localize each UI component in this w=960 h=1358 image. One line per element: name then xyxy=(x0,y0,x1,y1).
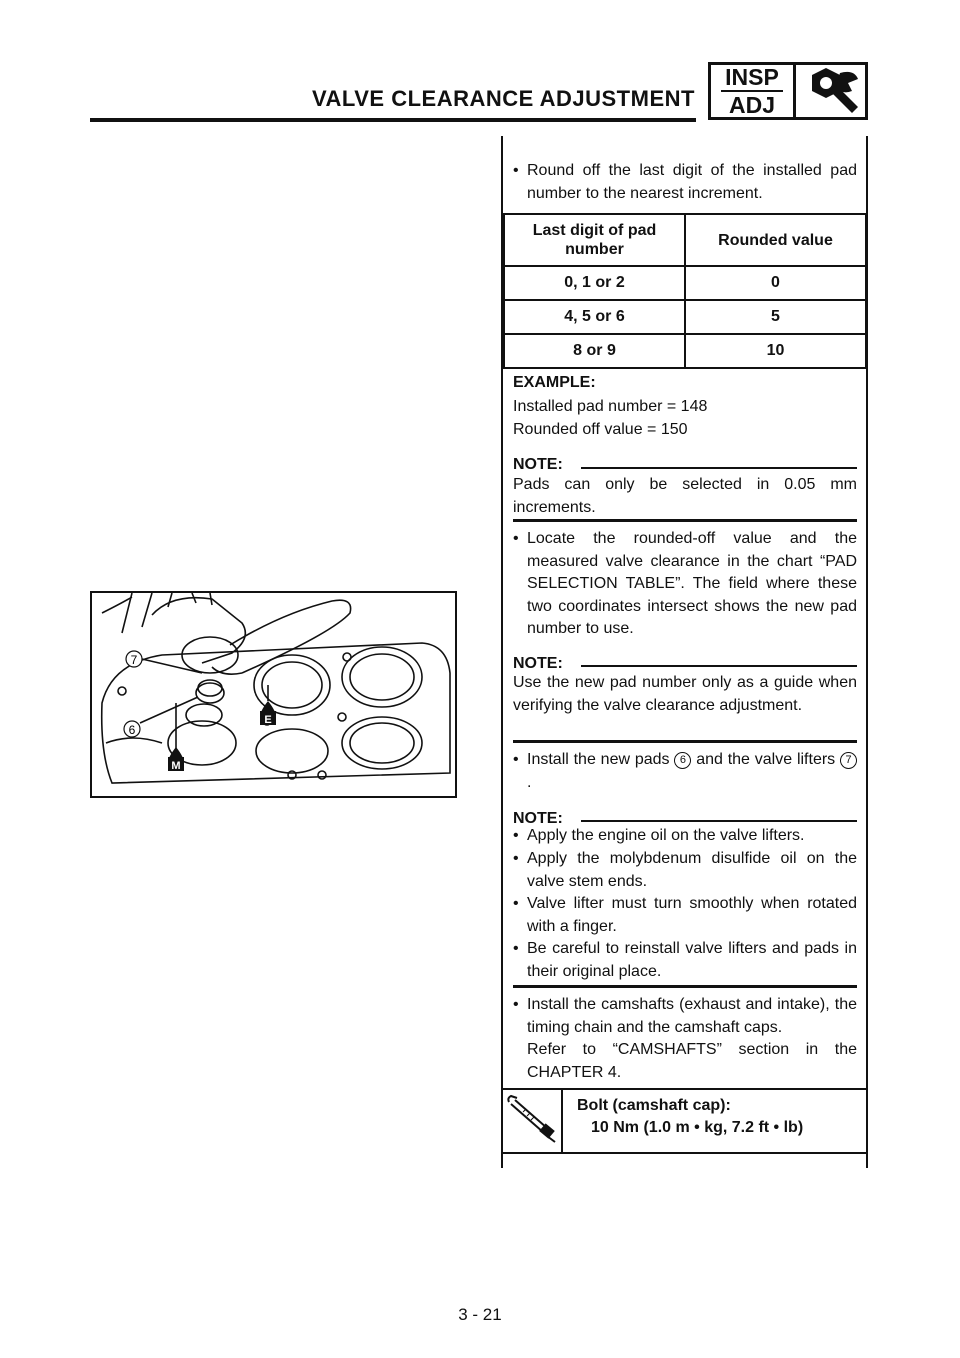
table-header-cell: Rounded value xyxy=(685,214,866,266)
bullet-dot: • xyxy=(513,162,519,179)
bullet-install-pads: • Install the new pads 6 and the valve lifters 7. xyxy=(513,749,857,794)
badge-bottom-text: ADJ xyxy=(728,92,775,118)
table-cell: 4, 5 or 6 xyxy=(504,300,685,334)
table-cell: 5 xyxy=(685,300,866,334)
torque-item: Bolt (camshaft cap): xyxy=(577,1097,731,1114)
example-line: Rounded off value = 150 xyxy=(513,421,688,438)
bullet-dot: • xyxy=(513,940,519,957)
torque-wrench-icon xyxy=(503,1090,563,1152)
callout-ref-7: 7 xyxy=(840,752,857,769)
rounding-table xyxy=(503,213,867,369)
table-cell: 0, 1 or 2 xyxy=(504,266,685,300)
badge-label xyxy=(711,65,796,117)
note-label: NOTE: xyxy=(513,655,563,672)
note-item: • Be careful to reinstall valve lifters and pads in their original place. xyxy=(513,940,857,980)
badge-top-text: INSP xyxy=(725,64,779,90)
note-rule xyxy=(581,820,857,822)
callout-7: 7 xyxy=(130,653,138,667)
table-cell: 0 xyxy=(685,266,866,300)
torque-value: 10 Nm (1.0 m • kg, 7.2 ft • lb) xyxy=(591,1119,804,1136)
moly-oil-mark: M xyxy=(171,760,181,772)
header-rule xyxy=(90,118,696,122)
engine-oil-mark: E xyxy=(264,714,272,726)
page-number: 3 - 21 xyxy=(458,1305,502,1324)
section-badge xyxy=(708,62,868,120)
torque-spec-box xyxy=(503,1088,867,1154)
note-item: • Valve lifter must turn smoothly when rotated with a finger. xyxy=(513,895,857,935)
callout-ref-6: 6 xyxy=(674,752,691,769)
table-cell: 10 xyxy=(685,334,866,368)
instruction-column-lower xyxy=(503,370,867,1090)
callout-6: 6 xyxy=(128,723,136,737)
table-row xyxy=(504,334,866,368)
reference-text: Refer to “CAMSHAFTS” section in the CHAPTER 4. xyxy=(527,1041,857,1081)
bullet-dot: • xyxy=(513,751,519,768)
note-text: Pads can only be selected in 0.05 mm increments. xyxy=(513,476,857,516)
bullet-dot: • xyxy=(513,827,519,844)
table-header-cell: Last digit of pad number xyxy=(504,214,685,266)
table-row xyxy=(504,266,866,300)
note-rule xyxy=(581,665,857,667)
example-line: Installed pad number = 148 xyxy=(513,398,708,415)
bullet-dot: • xyxy=(513,530,519,547)
wrench-tool-icon xyxy=(796,65,865,117)
bullet-round-off: • Round off the last digit of the installed pad number to the nearest increment. xyxy=(513,162,857,202)
bullet-dot: • xyxy=(513,850,519,867)
bullet-dot: • xyxy=(513,895,519,912)
bullet-locate-value: • Locate the rounded-off value and the measured valve clearance in the chart “PAD SELECTION TABLE”. The field where these two coordinates intersect shows the new pad number to use. xyxy=(513,530,857,637)
note-end-rule xyxy=(513,519,857,522)
note-label: NOTE: xyxy=(513,456,563,473)
table-row xyxy=(504,300,866,334)
engine-head-illustration xyxy=(90,591,457,798)
note-label: NOTE: xyxy=(513,810,563,827)
note-text: Use the new pad number only as a guide when verifying the valve clearance adjustment. xyxy=(513,674,857,714)
table-cell: 8 or 9 xyxy=(504,334,685,368)
note-item: • Apply the molybdenum disulfide oil on the valve stem ends. xyxy=(513,850,857,890)
note-rule xyxy=(581,467,857,469)
bullet-install-camshafts: • Install the camshafts (exhaust and intake), the timing chain and the camshaft caps. xyxy=(513,996,857,1036)
illustration-drawing xyxy=(92,593,455,796)
table-header-row xyxy=(504,214,866,266)
example-label: EXAMPLE: xyxy=(513,374,596,391)
note-item: • Apply the engine oil on the valve lifters. xyxy=(513,825,857,848)
note-end-rule xyxy=(513,985,857,988)
note-end-rule xyxy=(513,740,857,743)
bullet-dot: • xyxy=(513,996,519,1013)
page-title: VALVE CLEARANCE ADJUSTMENT xyxy=(312,86,695,111)
